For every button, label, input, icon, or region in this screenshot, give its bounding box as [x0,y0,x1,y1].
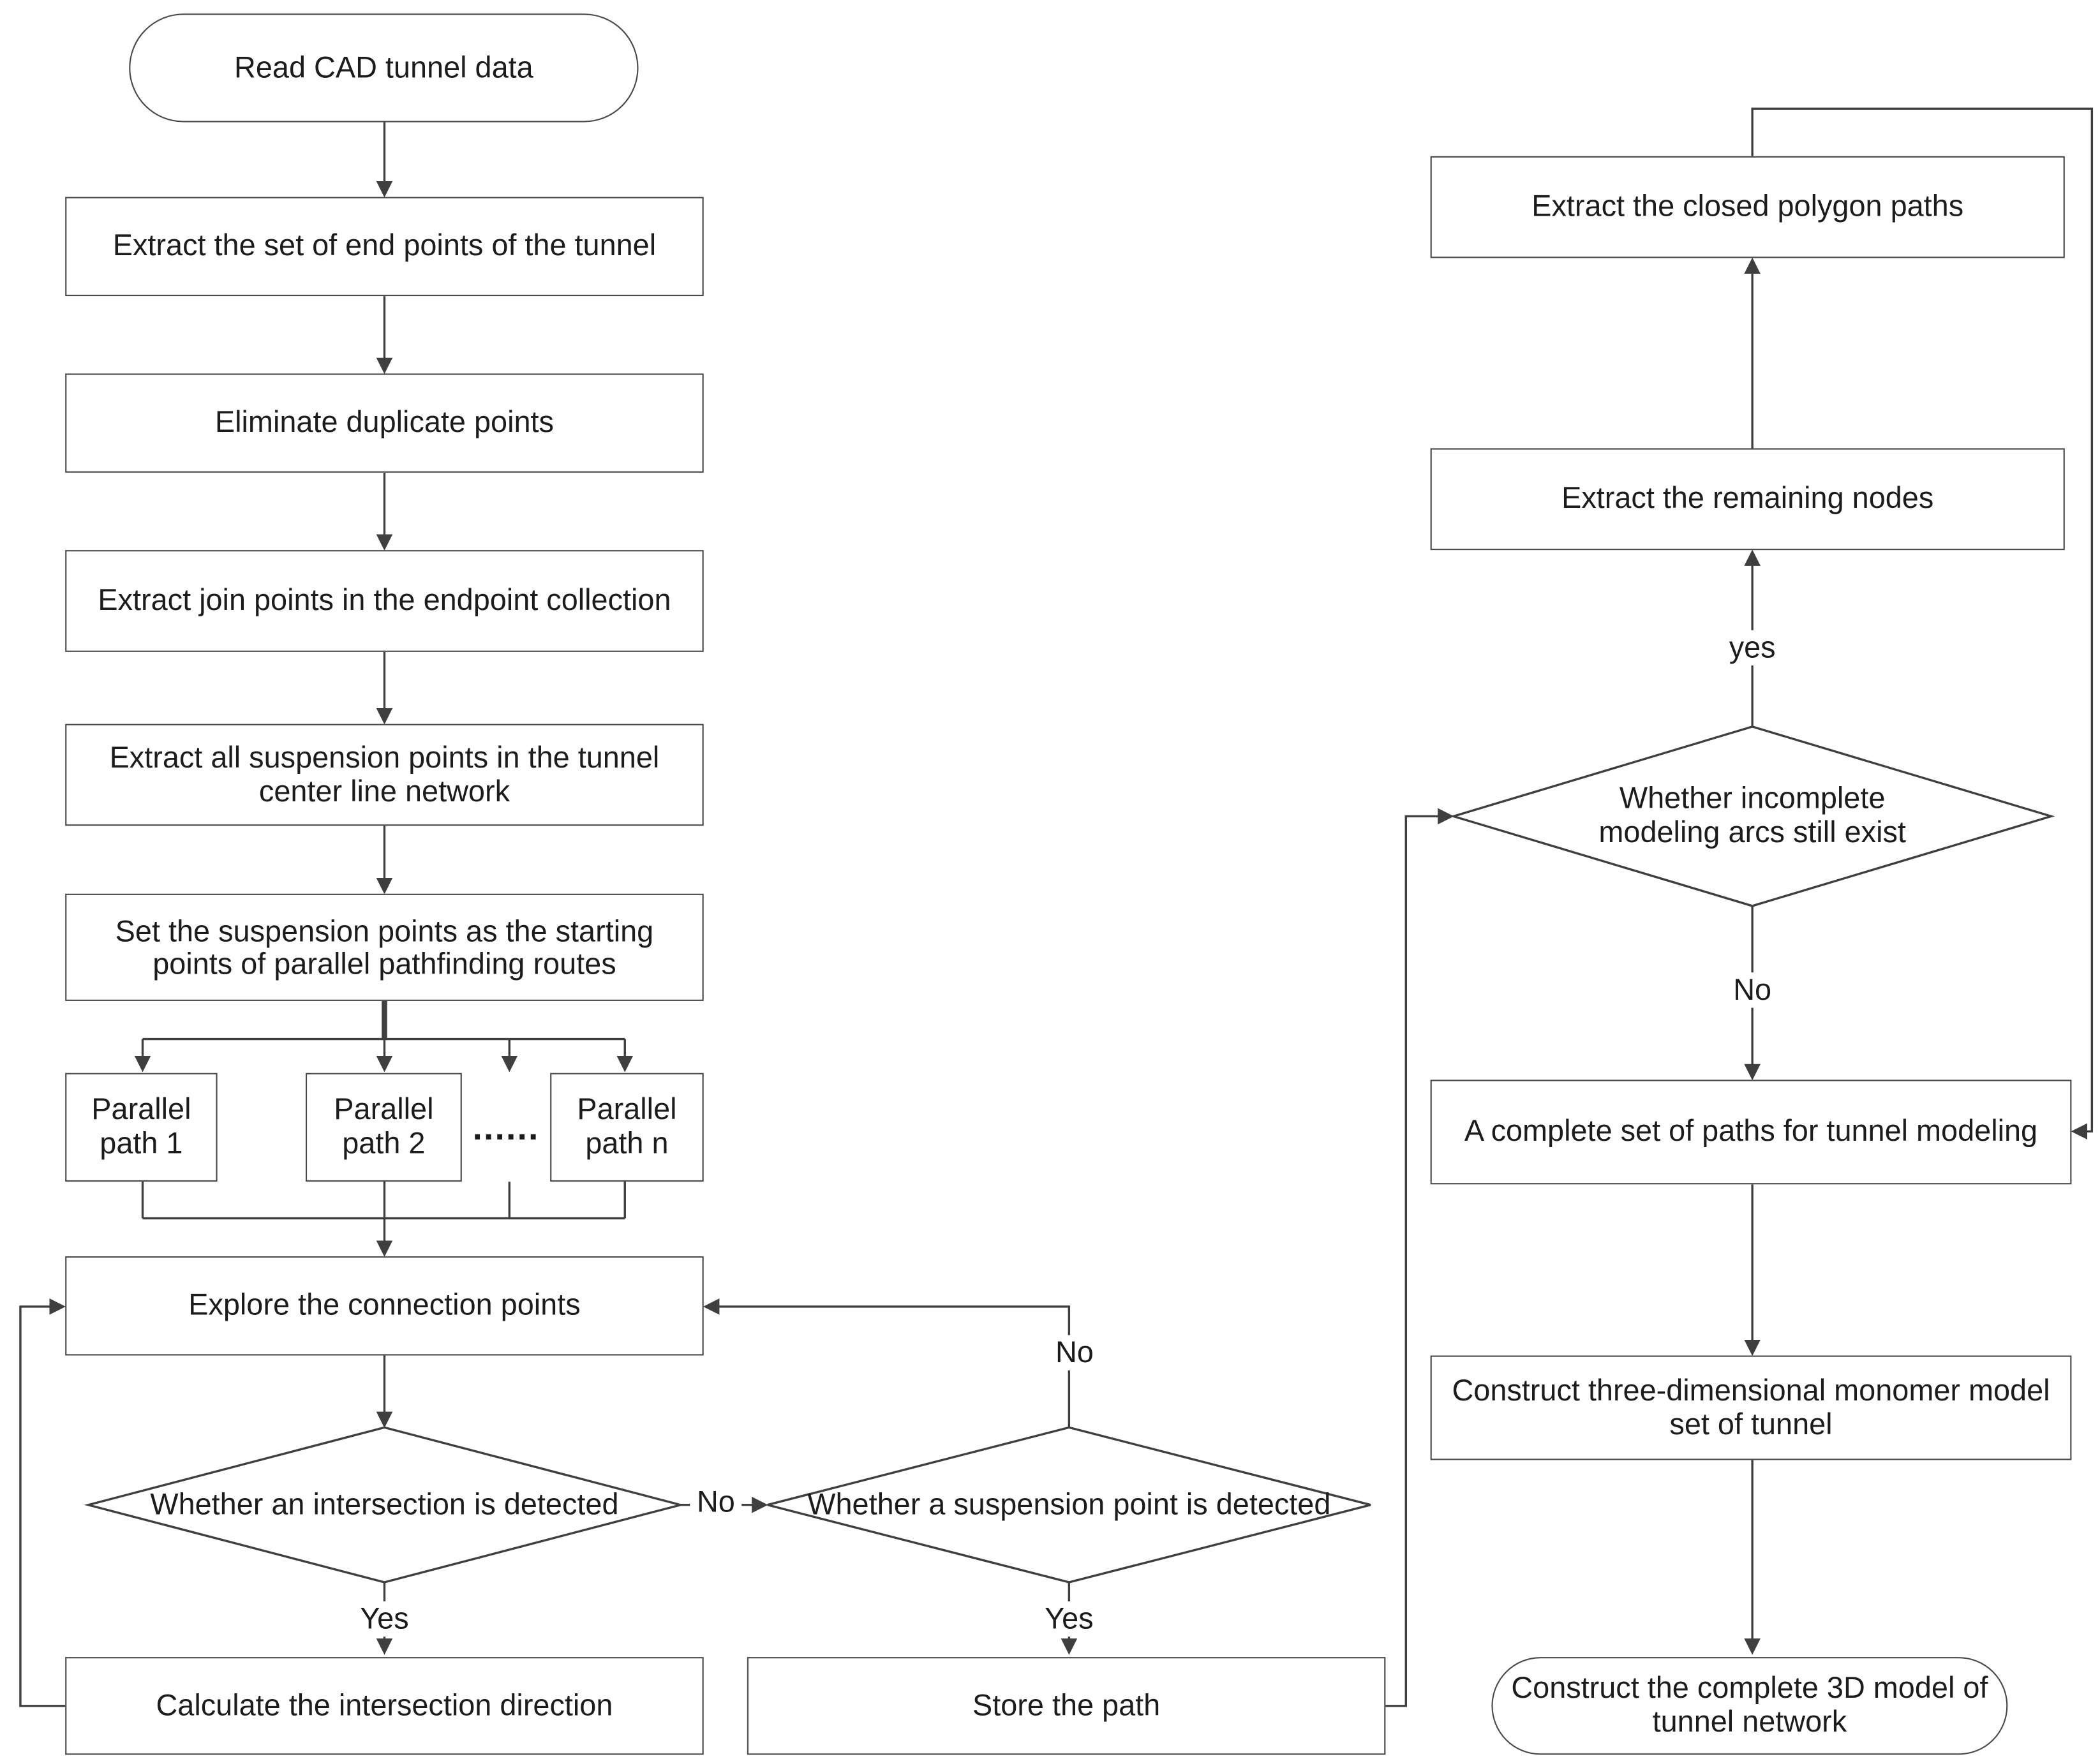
label-suspension-yes: Yes [1038,1601,1101,1637]
node-extract-join-points: Extract join points in the endpoint collection [65,550,704,652]
decision-suspension-shape [768,1427,1371,1582]
node-set-suspension-start: Set the suspension points as the starting points of parallel pathfinding routes [65,894,704,1001]
node-extract-end-points: Extract the set of end points of the tunnel [65,197,704,296]
label-intersection-no: No [690,1485,741,1520]
node-store-path: Store the path [747,1657,1386,1755]
label-arcs-yes: yes [1722,630,1782,665]
label-suspension-no: No [1048,1335,1100,1370]
node-parallel-path-n: Parallel path n [550,1073,704,1182]
node-explore-connection-points: Explore the connection points [65,1256,704,1355]
node-parallel-path-2: Parallel path 2 [306,1073,462,1182]
decision-incomplete-arcs-shape [1454,727,2052,906]
edge-calculate-loop [20,1307,65,1706]
edge-suspension-no-loop [706,1307,1069,1427]
node-eliminate-duplicate-points: Eliminate duplicate points [65,373,704,472]
edge-store-to-arcs [1385,816,1450,1705]
node-parallel-path-1: Parallel path 1 [65,1073,217,1182]
label-arcs-no: No [1727,972,1778,1007]
node-calculate-intersection-direction: Calculate the intersection direction [65,1657,704,1755]
label-intersection-yes: Yes [354,1601,416,1637]
node-extract-suspension-points: Extract all suspension points in the tunnel center line network [65,724,704,826]
decision-intersection-label: Whether an intersection is detected [150,1487,619,1521]
node-extract-remaining-nodes: Extract the remaining nodes [1431,449,2065,551]
decision-incomplete-arcs-label: Whether incomplete modeling arcs still exist [1598,781,1906,849]
parallel-dots: ...... [472,1106,540,1147]
node-complete-path-set: A complete set of paths for tunnel modeling [1431,1080,2072,1184]
node-read-cad-data: Read CAD tunnel data [129,13,638,122]
edge-polygon-to-complete [1752,108,2092,1131]
decision-suspension-label: Whether a suspension point is detected [807,1487,1331,1521]
node-construct-complete-model: Construct the complete 3D model of tunnel network [1491,1657,2007,1755]
node-construct-monomer-models: Construct three-dimensional monomer model set of tunnel [1431,1356,2072,1460]
decision-intersection-shape [88,1427,680,1582]
node-extract-closed-polygon-paths: Extract the closed polygon paths [1431,156,2065,258]
